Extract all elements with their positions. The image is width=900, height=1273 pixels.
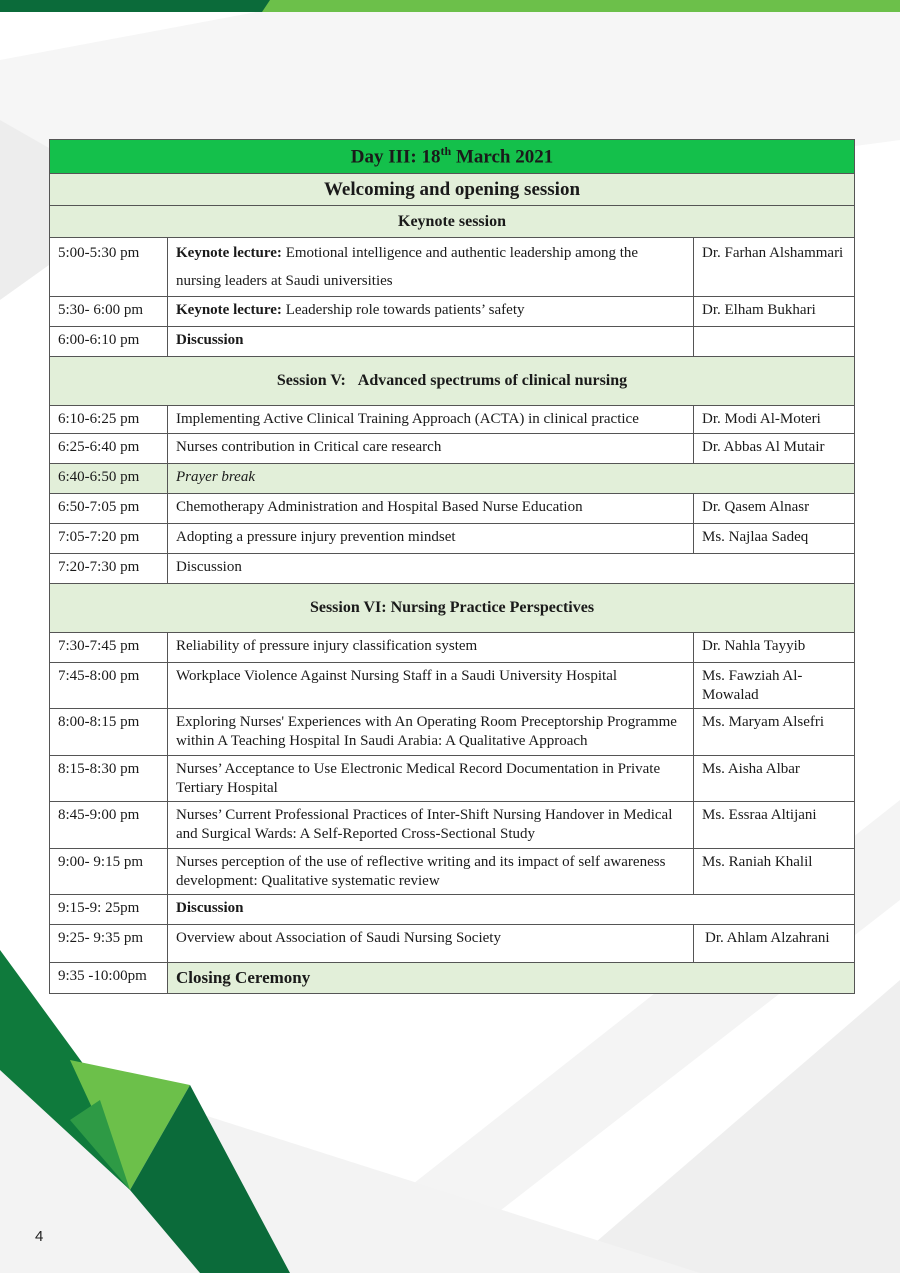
time-cell: 9:35 -10:00pm (50, 963, 168, 994)
topic-cell: Discussion (168, 327, 694, 357)
time-cell: 9:25- 9:35 pm (50, 925, 168, 963)
topic-cell: Discussion (168, 553, 855, 583)
speaker-cell: Ms. Raniah Khalil (694, 848, 855, 895)
session-title: Session V: Advanced spectrums of clinical nursing (50, 357, 855, 406)
table-row (50, 463, 855, 493)
table-row (50, 493, 855, 523)
speaker-cell: Ms. Maryam Alsefri (694, 709, 855, 756)
time-cell: 8:45-9:00 pm (50, 802, 168, 849)
time-cell: 6:50-7:05 pm (50, 493, 168, 523)
time-cell: 6:10-6:25 pm (50, 406, 168, 434)
topic-cell: Discussion (168, 895, 855, 925)
topic-cell: Nurses’ Acceptance to Use Electronic Medical Record Documentation in Private Tertiary Hospital (168, 755, 694, 802)
topic-cell: Nurses’ Current Professional Practices of Inter-Shift Nursing Handover in Medical and Surgical Wards: A Self-Reported Cross-Sectional Study (168, 802, 694, 849)
time-cell: 6:25-6:40 pm (50, 433, 168, 463)
topic-cell: Reliability of pressure injury classification system (168, 632, 694, 662)
day-header-row (50, 140, 855, 174)
table-row (50, 755, 855, 802)
topic-cell: Overview about Association of Saudi Nursing Society (168, 925, 694, 963)
time-cell: 7:05-7:20 pm (50, 523, 168, 553)
speaker-cell: Dr. Abbas Al Mutair (694, 433, 855, 463)
table-row (50, 709, 855, 756)
speaker-cell: Ms. Fawziah Al-Mowalad (694, 662, 855, 709)
time-cell: 9:15-9: 25pm (50, 895, 168, 925)
session-header-row (50, 357, 855, 406)
topic-cell: Nurses perception of the use of reflective writing and its impact of self awareness development: Qualitative systematic review (168, 848, 694, 895)
speaker-cell: Dr. Qasem Alnasr (694, 493, 855, 523)
topic-cell: Keynote lecture: Leadership role towards patients’ safety (168, 297, 694, 327)
welcome-title: Welcoming and opening session (50, 174, 855, 206)
topic-cell: Prayer break (168, 463, 855, 493)
topic-cell: Chemotherapy Administration and Hospital Based Nurse Education (168, 493, 694, 523)
time-cell: 5:30- 6:00 pm (50, 297, 168, 327)
session-header-row (50, 583, 855, 632)
topic-cell: Implementing Active Clinical Training Approach (ACTA) in clinical practice (168, 406, 694, 434)
keynote-row (50, 206, 855, 238)
time-cell: 7:20-7:30 pm (50, 553, 168, 583)
topic-cell: Adopting a pressure injury prevention mindset (168, 523, 694, 553)
keynote-title: Keynote session (50, 206, 855, 238)
table-row (50, 802, 855, 849)
speaker-cell: Dr. Farhan Alshammari (694, 238, 855, 297)
schedule-table (49, 139, 855, 994)
time-cell: 7:30-7:45 pm (50, 632, 168, 662)
table-row (50, 925, 855, 963)
topic-cell: Exploring Nurses' Experiences with An Operating Room Preceptorship Programme within A Teaching Hospital In Saudi Arabia: A Qualitative Approach (168, 709, 694, 756)
table-row (50, 662, 855, 709)
topic-cell: Keynote lecture: Emotional intelligence and authentic leadership among the nursing leaders at Saudi universities (168, 238, 694, 297)
table-row (50, 327, 855, 357)
day-title: Day III: 18th March 2021 (50, 140, 855, 174)
table-row (50, 632, 855, 662)
time-cell: 8:15-8:30 pm (50, 755, 168, 802)
time-cell: 8:00-8:15 pm (50, 709, 168, 756)
table-row (50, 553, 855, 583)
speaker-cell: Ms. Aisha Albar (694, 755, 855, 802)
speaker-cell (694, 327, 855, 357)
session-title: Session VI: Nursing Practice Perspectives (50, 583, 855, 632)
table-row (50, 238, 855, 297)
time-cell: 7:45-8:00 pm (50, 662, 168, 709)
speaker-cell: Dr. Elham Bukhari (694, 297, 855, 327)
table-row (50, 523, 855, 553)
table-row (50, 848, 855, 895)
time-cell: 5:00-5:30 pm (50, 238, 168, 297)
speaker-cell: Ms. Najlaa Sadeq (694, 523, 855, 553)
topic-cell: Nurses contribution in Critical care research (168, 433, 694, 463)
welcome-row (50, 174, 855, 206)
speaker-cell: Ms. Essraa Altijani (694, 802, 855, 849)
time-cell: 6:00-6:10 pm (50, 327, 168, 357)
time-cell: 9:00- 9:15 pm (50, 848, 168, 895)
page-number: 4 (35, 1228, 44, 1245)
time-cell: 6:40-6:50 pm (50, 463, 168, 493)
topic-cell: Workplace Violence Against Nursing Staff in a Saudi University Hospital (168, 662, 694, 709)
topic-cell: Closing Ceremony (168, 963, 855, 994)
speaker-cell: Dr. Modi Al-Moteri (694, 406, 855, 434)
table-row (50, 895, 855, 925)
table-row (50, 297, 855, 327)
speaker-cell: Dr. Nahla Tayyib (694, 632, 855, 662)
table-row (50, 433, 855, 463)
speaker-cell: Dr. Ahlam Alzahrani (694, 925, 855, 963)
table-row (50, 406, 855, 434)
top-accent-bar (0, 0, 900, 12)
table-row (50, 963, 855, 994)
